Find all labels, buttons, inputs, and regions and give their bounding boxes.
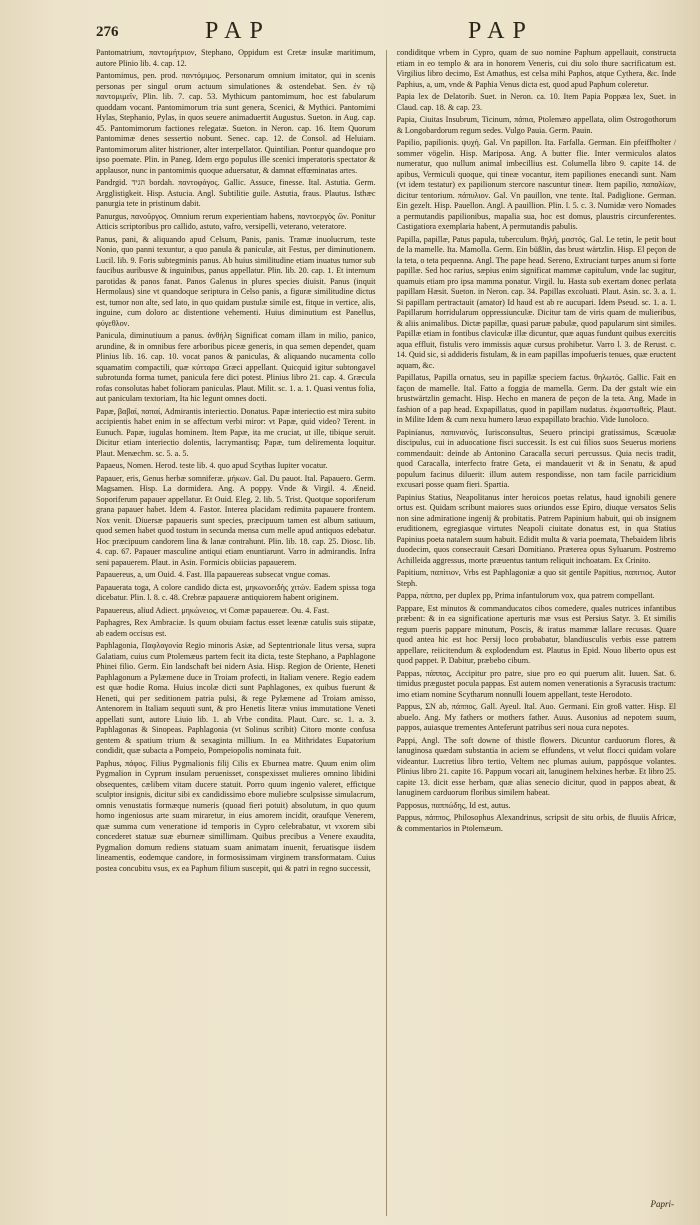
- dictionary-entry: Pappus, ΣΝ ab, πάππος. Gall. Ayeul. Ital. Auo. Germani. Ein groß vatter. Hisp. El abuelo. Ang. My fathers or mothers father. Auus. Ausonius ad nepotem suum, pappos, auiasque trementes Anteferunt patribus seri noua cura nepotes.: [396, 702, 676, 732]
- dictionary-entry: Pappas, πάππας, Accipitur pro patre, siue pro eo qui puerum alit. Iuuen. Sat. 6. timidus prægustet pocula pappas. Est autem nomen venerationis a Syracusis tractum: imo etiam nomine Scytharum nonnulli Iouem appellant, teste Herodoto.: [396, 668, 676, 699]
- dictionary-entry: Papauereus, aliud Adiect. μηκώνειος, vt Comæ papauereæ. Ou. 4. Fast.: [96, 605, 330, 615]
- dictionary-entry: Panicula, diminutiuum a panus. ἀνθήλη Significat comam illam in milio, panico, arundine, & in omnibus fere arboribus piceæ generis, in qua semen dependet, quam Plinius lib. 16. cap. 10. vocat panos & paniculas, & aliquando nucamenta collo squamatim compactili, quæ κύτταρα Græci appellant. Quicquid igitur subtongavel subrotunda forma tumet, panicula fere dici potest. Plinius libro 21. cap. 4. Græcula rofas consolutas habet folioram paniculas. Plaut. Milit. sc. 1. a. 1. Quasi ventus folia, aut paniculam textoriam, Ita hic legunt omnes docti.: [96, 331, 376, 403]
- right-column: [397, 48, 677, 1218]
- dictionary-entry: Papilio, papilionis. ψυχή. Gal. Vn papillon. Ita. Farfalla. German. Ein pfeiffholter / sommer vögelin. Hisp. Mariposa. Ang. A butter flie. Inter vermiculos alatos numeratur, quo nullum animal imbecillius est. Columella libro 9. capite 14. de apibus, Vermiculi quoque, qui tineæ vocantur, item papiliones enecandi sunt. Nam (vt idem testatur) ex papilionum stercore nascuntur tineæ. Item papilio, παπαλίων, dicitur tentorium. πάπυλιον. Gal. Vn pauillon, vne tente. Ital. Padiglione. German. Ein gezelt. Hisp. Pauellon. Angl. A pauillion. Plin. l. 5. c. 3. Numidæ vero Nomades a permutandis papilionibus, mapalia sua, hoc est domus, plaustris circunferentes. Castigatiora exemplaria habent, A permutandis pabulis.: [396, 138, 676, 231]
- dictionary-entry: Pappus, πάππος, Philosophus Alexandrinus, scripsit de situ orbis, de fluuiis Africæ, & commentarios in Ptolemæum.: [396, 813, 676, 833]
- left-column: [96, 48, 376, 1218]
- dictionary-entry: Paphlagonia, Παφλαγονία Regio minoris Asiæ, ad Septentrionale litus versa, supra Galatiam, cuius cum Ptolemæus partem fecit ita dicta, teste Stephano, a Paphlagone Phinei filio. Germ. Ein landschaft bei nidern Asia. Hisp. Region de Oriente, Heneti Paphlagonum a Pylæmene duce in Troiam profecti, in Italiam venere. Regio eadem est quæ hodie Roma. Huius incolæ dicti sunt Paphlagones, ex quibus fuerunt & Heneti, qui per seditionem patria pulsi, & rege Pylæmene ad Troiam amisso, Antenorem in Italiam sequuti sunt, & pro Henetis literæ vnius immutatione Veneti appellati sunt, autore Liuio lib. 1. ab Vrbe condita. Plaut. Curc. sc. 1. a. 3. Paphlagonas & Sinopeas. Paphlagonia (vt Solinus scribit) Citoro monte confusa gentem & spatium trium & sexaginta millium. In ea Mithridates Eupatorium condidit, quæ subacta a Pompeio, Pompeiopolis nominata fuit.: [96, 641, 376, 755]
- dictionary-entry: Papauerata toga, A colore candido dicta est, μηκωνοειδὴς χιτών. Eadem spissa toga dicebatur. Plin. l. 8. c. 48. Crebræ papaueræ antiquiorem habent originem.: [96, 582, 376, 602]
- catchword: Papri-: [650, 1199, 674, 1209]
- running-head-left: PAP: [205, 18, 271, 44]
- dictionary-entry: Papia lex de Delatorib. Suet. in Neron. ca. 10. Item Papia Poppæa lex, Suet. in Claud. cap. 18. & cap. 23.: [396, 92, 676, 112]
- dictionary-entry: Pappare, Est minutos & commanducatos cibos comedere, quales nutrices infantibus præbent: & in ea significatione aperturis mæ vsus est Persius Satyr. 3. Et similis regum pueris pappare minutum, Poscis, & iratus mammæ lallare recusas. Quare quod antea hic est hoc Persij loco probabatur, blandiusculis verbis esse patrem appellare, reiicitendum & explodendum est. Plautus in Epid. Nouo liberto opus est quod pappet. P. Dabitur, præbebo cibum.: [396, 603, 676, 665]
- dictionary-entry: Papposus, παππώδης, Id est, autus.: [396, 800, 511, 810]
- page-number: 276: [96, 24, 119, 40]
- column-divider: [386, 50, 387, 1216]
- dictionary-entry: Pantomatrium, παντομήτριον, Stephano, Oppidum est Cretæ insulæ maritimum, autore Plinio lib. 4. cap. 12.: [96, 48, 376, 68]
- dictionary-entry: Panurgus, πανοῦργος. Omnium rerum experientiam habens, παντοεργὸς ὢν. Ponitur Atticis scriptoribus pro callido, astuto, vafro, versipelli, veterano, veteratore.: [96, 211, 376, 231]
- dictionary-entry: Papaeus, Nomen. Herod. teste lib. 4. quo apud Scythas Iupiter vocatur.: [96, 461, 328, 470]
- dictionary-entry: Paphus, πάφος. Filius Pygmalionis filij Cilis ex Eburnea matre. Quum enim olim Pygmalion in Cyprum insulam peruenisset, conspexisset mulieres omnino libidini obsequentes, cælibem vitam ducere statuit. Porro quum ingenio valeret, effictque sculptor insignis, dicitur sibi ex candidissimo ebore muliebre sculpsisse simulacrum, omnis venustatis formæque numeris (quoad fieri potuit) absolutum, in quo quum homo ingeniosus arte suam miraretur, in eius amorem incidit, oraufque Venerem, quæ summa cum veneratione id temporis in Cypro celebrabatur, vt vxorem sibi concederet statuæ suæ eburneæ simillimam. Quibus precibus a Venere exaudita, Pygmalion domum rediens statuam suam animatam inuenit, feruatisque iisdem lineamentis, eodemque candore, in formosissimam virginem transformatam. Cuius postea concubitu vsus, ex ea Paphum filium suscepit, qui & patri in regno successit,: [96, 758, 376, 873]
- page-header: [0, 18, 700, 48]
- dictionary-entry: Panus, pani, & aliquando apud Celsum, Panis, panis. Tramæ inuolucrum, teste Nonio, quo panni texuntur, a quo panula & paniculæ, ait Festus, per diminutionem. Lucil. lib. 9. Foris subtegminis panus. Ab huius similitudine etiam inuatus tumor sub faucibus auribusve & inguinibus, panus appellatur. Plin. lib. 20. cap. 1. Et internum parotidas & panos fanat. Panos Galenus in plures species diuisit. Panus (inquit Hermolaus) sine vt quandoque seriptura in Celso panis, a figuræ similitudine dictus est, tumor non alte, sed lato, in quo quidam pustulæ simile est, fitque in vertice, alis, inguine, cum doloro ac distentione vehementi. Huius diminutium est Panellus, φύγεθλον.: [96, 234, 376, 328]
- dictionary-entry: Pappi, Angl. The soft downe of thistle flowers. Dicuntur carduorum flores, & lanuginosa quædam substantia in aciem se effundens, vt velut flocci quidam volare videantur. Lucretius libro tertio, Veltem nec plumas auium, pappósque volantes. Plinius libro 21. capite 16. Pappum vocari ait, lanuginem helxines herbæ. Et libro 25. capite 13. dicit esse herbam, quæ alias senecio dicitur, quod in pappos abeat, & lanuginem carduorum floribus similem habeat.: [396, 735, 676, 797]
- dictionary-entry: Papinius Statius, Neapolitanus inter heroicos poetas relatus, haud ignobili genere ortus est. Quidam scribunt maiores suos oriundos esse Epiro, diuque versatos Selis non sine admiratione ingenij & probitatis. Patrem Papinium habuit, qui ob insignem eruditionem, egregiasque virtutes Neapoli ciuitate donatus est, in qua Statius Papinius poeta natalem suum habuit. Edidit multa & varia poemata, Thebaidem libris duodecim, quos consecrauit Cæsari Domitiano. Præterea opus Syluarum. Postremo Achilleida aggressus, morte præuentus tantum reliquit inchoatam. Ex Crinito.: [396, 492, 676, 565]
- dictionary-entry: Papilla, papillæ, Patus papula, tuberculum. θηλή, μαστός. Gal. Le tetin, le petit bout de la mamelle. Ita. Mamolla. Germ. Ein büßlin, das brust wärtzlin. Hisp. El peçon de la teta, o teta pequenna. Angl. The pape head. Sereno, Extruciant turpes anum si forte papillæ. Sed hoc rarius, sæpius enim significat mammæ capitulum, vnde lac sugitur, quamuis etiam pro ipsa mamma ponatur. Virgil. lu. Hasta sub exertam donec perlata papillam Hæsit. Sueton. in Neron. cap. 34. Papillas excoluati. Plaut. Asin. sc. 3. a. 1. Si papillam pertractauit (amator) Id haud est ab re aucupari. Idem Pseud. sc. 1. a. 1. Papillarum horridularum oppressiunculæ. Dicitur tam de viris quam de mulieribus, & aliis animalibus. Dictæ papillæ, quasi paruæ pabulæ, quod papularum sint similes. Papillæ etiam in fontibus claviculæ illæ dicuntur, quæ aquas fundunt quibus exercitis aqua effluit, fistulis vero immissis aquæ cursus prohibetur. Varro l. 3. de Rerust. c. 14. Quid sic, si addideris fistulam, & in eam papillas impofueris tenues, quæ eructent aquam, &c.: [396, 234, 676, 370]
- dictionary-entry: Papauereus, a, um Ouid. 4. Fast. Illa papauereas subsecat vngue comas.: [96, 570, 331, 579]
- dictionary-entry: Pantomimus, pen. prod. παντόμιμος. Personarum omnium imitator, qui in scenis personas per singul orum actuum simulationes & ostendebat. Sen. ἐν τῷ παντομιμεῖν, Plin. lib. 7. cap. 53. Mythicum pantomimum, hoc est fabularum quoddam vocant. Pantomimorum tria sunt genera, Scenici, & Mythici. Pantomimi Hylas, Stephanio, Pylas, in quos seuere animaduertit Augustus. Sueton. in Aug. cap. 45. Pantomimorum factiones relegatæ. Sueton. in Neron. cap. 16. Item Quorum Pantomimæ denes sessertio nobunt. Senec. cap. 12. de Consol. ad Heluiam. Pantomimorum aliter histrioner, alter interpellator. Quintilian. Pontur quandoque pro ipso poemate. Plin. in Paneg. Idem ergo populus ille scenici imperatoris spectator & applausor, nunc in pantomimis quoque aduersatur, & damnat effœminatas artes.: [96, 71, 376, 175]
- dictionary-entry: Papinianus, παπινιανός, Iurisconsultus, Seuero principi gratissimus, Scæuolæ discipulus, cui in aduocatione fisci successit. Is est cui filios suos Seuerus moriens commendauit: deinde ab Antonino Caracalla securi percussus. Quia necis tradit, quod Caracalla, interfecto fratre Geta, ei mandauerit vt & in Senatu, & apud populum facinus diluerit: illum autem respondisse, non tam facile parricidium excusari posse quam fieri. Spartia.: [396, 427, 676, 489]
- text-columns: [96, 48, 676, 1218]
- running-head-right: PAP: [468, 18, 534, 44]
- dictionary-entry: condiditque vrbem in Cypro, quam de suo nomine Paphum appellauit, constructa etiam in eo templo & ara in honorem Veneris, cui diu solo thure sacrificatum est. Virgilius libro decimo, Est Amathus, est celsa mihi Paphos, atque Cythera, &c. Inde Paphius, a, um, vnde & Paphia Venus dicta est, quod apud Paphum coleretur.: [396, 48, 676, 89]
- dictionary-entry: Pappa, πάππα, per duplex pp, Prima infantulorum vox, qua patrem compellant.: [396, 591, 655, 600]
- dictionary-entry: Paphagres, Rex Ambraciæ. Is quum obuiam factus esset leænæ catulis suis stipatæ, ab eadem occisus est.: [96, 618, 376, 638]
- dictionary-entry: Papæ, βαβαί, παπαί, Admirantis interiectio. Donatus. Papæ interiectio est mira subito accipientis habet enim in se affectum verbi miror: vt Papæ, quid video? Terent. in Eunuch. Papæ, iugulas hominem. Item Papæ, ita me cruciat, ut ille, tibique seruit. Dicitur etiam interiectio dolentis, lacrymantisq; Papæ, tum delirementa loquitur. Plaut. Menæchm. sc. 5. a. 5.: [96, 406, 376, 458]
- dictionary-entry: Papitium, παπίτιον, Vrbs est Paphlagoniæ a quo sit gentile Papitius, παπιτιος. Autor Steph.: [396, 568, 676, 588]
- dictionary-entry: Papillatus, Papilla ornatus, seu in papillæ speciem factus. θηλωτός. Gallic. Fait en façon de mamelle. Ital. Fatto a foggia de mamella. Germ. Da der gstalt wie ein brustwärtzlin gemacht. Hisp. Hecho en manera de peçon de la teta. Ang. Made in fashion of a pap head. Expapillatus, quod in papillam nudatus. ἐκμαστωθεὶς. Plaut. in Milite Idem & cum nexu humero læuo expapillato brachio. Vide Iunoloco.: [396, 373, 676, 424]
- dictionary-entry: Papauer, eris, Genus herbæ somniferæ. μήκων. Gal. Du pauot. Ital. Papauero. Germ. Magsamen. Hisp. La dormidera. Ang. A poppy. Vnde & Virgil. 4. Æneid. Soporiferum papauer appellatur. Et Ouid. Eleg. 2. lib. 5. Trist. Quotque soporiferum grana papauer habet. Idem 4. Fastor. Interea placidam redimita papauere frontem. Nox venit. Diuersæ papaueris sunt species, præcipuum tamen est album satiuum, quod semen habet quod tostum in secunda mensa cum melle apud antiquos edebatur. Hoc præcipuum candorem lina & lanæ contrahunt. Plin. lib. 18. cap. 25. Diosc. lib. 4. cap. 67. Papauer masculine antiqui etiam enuntiarunt. Varro in admirandis. Infra seni papauerem. Plaut. in Asin. Formicis obiicias papauerem.: [96, 473, 376, 567]
- dictionary-entry: Pandrgid. הגיד bordah. παντοφάγος. Gallic. Assuce, finesse. Ital. Astutia. Germ. Argglistigkeit. Hisp. Astucia. Angl. Subtilitie guile. Astutia, fraus. Plautus. Isthæc panurgia tete in pristinum dabit.: [96, 178, 376, 208]
- dictionary-entry: Papia, Ciuitas Insubrum, Ticinum, πάπια, Ptolemæo appellata, olim Ostrogothorum & Longobardorum regum sedes. Vulgo Pauia. Germ. Pauin.: [396, 115, 676, 135]
